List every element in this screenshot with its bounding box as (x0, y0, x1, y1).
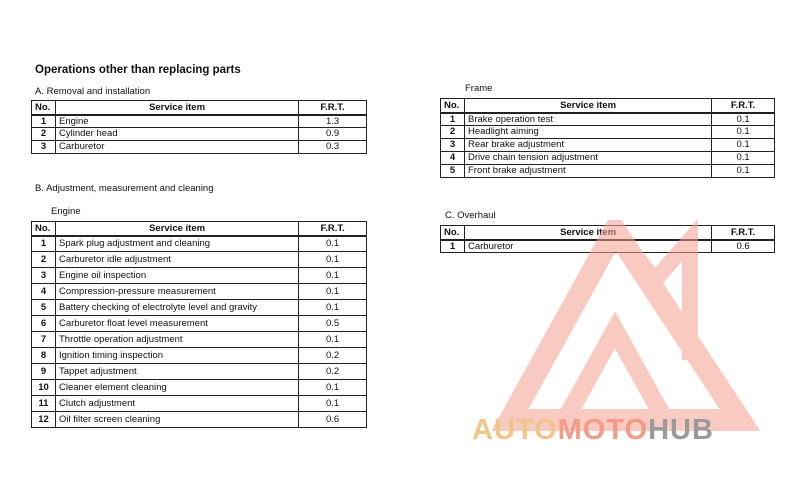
service-item: Battery checking of electrolyte level and gravity (55, 300, 298, 316)
service-item: Cylinder head (55, 128, 298, 141)
service-item: Carburetor (55, 141, 298, 154)
service-item: Engine oil inspection (55, 268, 298, 284)
page-title: Operations other than replacing parts (35, 64, 241, 76)
frt-value: 1.3 (299, 115, 367, 128)
frt-value: 0.2 (299, 348, 367, 364)
table-row (32, 268, 367, 284)
col-header-no: No. (441, 99, 465, 113)
table-row (32, 284, 367, 300)
table-row (32, 128, 367, 141)
table-header-row (32, 101, 367, 115)
table-row (32, 316, 367, 332)
table-row (441, 165, 775, 178)
col-header-frt: F.R.T. (299, 222, 367, 236)
watermark-moto: MOTO (557, 414, 649, 446)
table-header-row (32, 222, 367, 236)
col-header-frt: F.R.T. (299, 101, 367, 115)
col-header-service-item: Service item (464, 99, 711, 113)
frt-value: 0.9 (299, 128, 367, 141)
col-header-service-item: Service item (55, 222, 298, 236)
col-header-service-item: Service item (55, 101, 298, 115)
frame-label: Frame (465, 83, 493, 94)
table-row (32, 332, 367, 348)
frt-value: 0.1 (299, 284, 367, 300)
service-item: Carburetor float level measurement (55, 316, 298, 332)
frt-value: 0.3 (299, 141, 367, 154)
row-number: 1 (32, 115, 56, 128)
section-a-heading: A. Removal and installation (35, 86, 151, 97)
frt-value: 0.1 (712, 165, 775, 178)
frt-value: 0.5 (299, 316, 367, 332)
table-row (441, 139, 775, 152)
table-row (32, 412, 367, 428)
frt-value: 0.1 (712, 126, 775, 139)
col-header-frt: F.R.T. (712, 226, 775, 240)
frt-value: 0.1 (299, 236, 367, 252)
row-number: 11 (32, 396, 56, 412)
row-number: 4 (32, 284, 56, 300)
table-row (441, 152, 775, 165)
watermark-text (472, 414, 714, 447)
section-c-heading: C. Overhaul (445, 210, 496, 221)
service-item: Headlight aiming (464, 126, 711, 139)
frt-value: 0.1 (299, 380, 367, 396)
row-number: 1 (441, 240, 465, 253)
service-item: Clutch adjustment (55, 396, 298, 412)
table-row (441, 126, 775, 139)
row-number: 5 (441, 165, 465, 178)
service-item: Carburetor idle adjustment (55, 252, 298, 268)
watermark-inner-peak (565, 330, 665, 420)
service-item: Oil filter screen cleaning (55, 412, 298, 428)
service-item: Spark plug adjustment and cleaning (55, 236, 298, 252)
watermark-auto: AUTO (472, 414, 558, 446)
watermark-hub: HUB (648, 414, 714, 446)
frt-value: 0.1 (299, 268, 367, 284)
frt-value: 0.6 (299, 412, 367, 428)
service-item: Rear brake adjustment (464, 139, 711, 152)
table-row (32, 252, 367, 268)
col-header-no: No. (32, 101, 56, 115)
frt-value: 0.1 (299, 252, 367, 268)
frt-value: 0.1 (712, 113, 775, 126)
frt-value: 0.1 (299, 300, 367, 316)
row-number: 3 (441, 139, 465, 152)
row-number: 2 (32, 128, 56, 141)
table-row (32, 236, 367, 252)
service-item: Brake operation test (464, 113, 711, 126)
col-header-no: No. (441, 226, 465, 240)
table-row (32, 364, 367, 380)
frt-value: 0.1 (712, 139, 775, 152)
table-row (32, 348, 367, 364)
service-item: Tappet adjustment (55, 364, 298, 380)
frame-table (440, 98, 775, 178)
service-item: Throttle operation adjustment (55, 332, 298, 348)
service-item: Carburetor (464, 240, 711, 253)
service-item: Ignition timing inspection (55, 348, 298, 364)
row-number: 7 (32, 332, 56, 348)
row-number: 8 (32, 348, 56, 364)
col-header-service-item: Service item (464, 226, 711, 240)
row-number: 2 (441, 126, 465, 139)
table-row (441, 113, 775, 126)
service-item: Front brake adjustment (464, 165, 711, 178)
row-number: 10 (32, 380, 56, 396)
row-number: 2 (32, 252, 56, 268)
row-number: 12 (32, 412, 56, 428)
row-number: 6 (32, 316, 56, 332)
row-number: 3 (32, 141, 56, 154)
table-row (32, 380, 367, 396)
service-item: Engine (55, 115, 298, 128)
engine-table (31, 221, 367, 428)
row-number: 4 (441, 152, 465, 165)
section-b-heading: B. Adjustment, measurement and cleaning (35, 183, 214, 194)
frt-value: 0.1 (299, 332, 367, 348)
service-item: Drive chain tension adjustment (464, 152, 711, 165)
frt-value: 0.2 (299, 364, 367, 380)
table-row (32, 396, 367, 412)
service-item: Compression-pressure measurement (55, 284, 298, 300)
row-number: 3 (32, 268, 56, 284)
row-number: 1 (441, 113, 465, 126)
service-item: Cleaner element cleaning (55, 380, 298, 396)
watermark-outer-triangle (510, 230, 740, 420)
row-number: 9 (32, 364, 56, 380)
frt-value: 0.1 (299, 396, 367, 412)
table-row (32, 141, 367, 154)
row-number: 1 (32, 236, 56, 252)
engine-label: Engine (51, 206, 81, 217)
col-header-frt: F.R.T. (712, 99, 775, 113)
frt-value: 0.1 (712, 152, 775, 165)
table-header-row (441, 99, 775, 113)
col-header-no: No. (32, 222, 56, 236)
removal-installation-table (31, 100, 367, 154)
table-row (32, 300, 367, 316)
row-number: 5 (32, 300, 56, 316)
table-row (32, 115, 367, 128)
frt-value: 0.6 (712, 240, 775, 253)
